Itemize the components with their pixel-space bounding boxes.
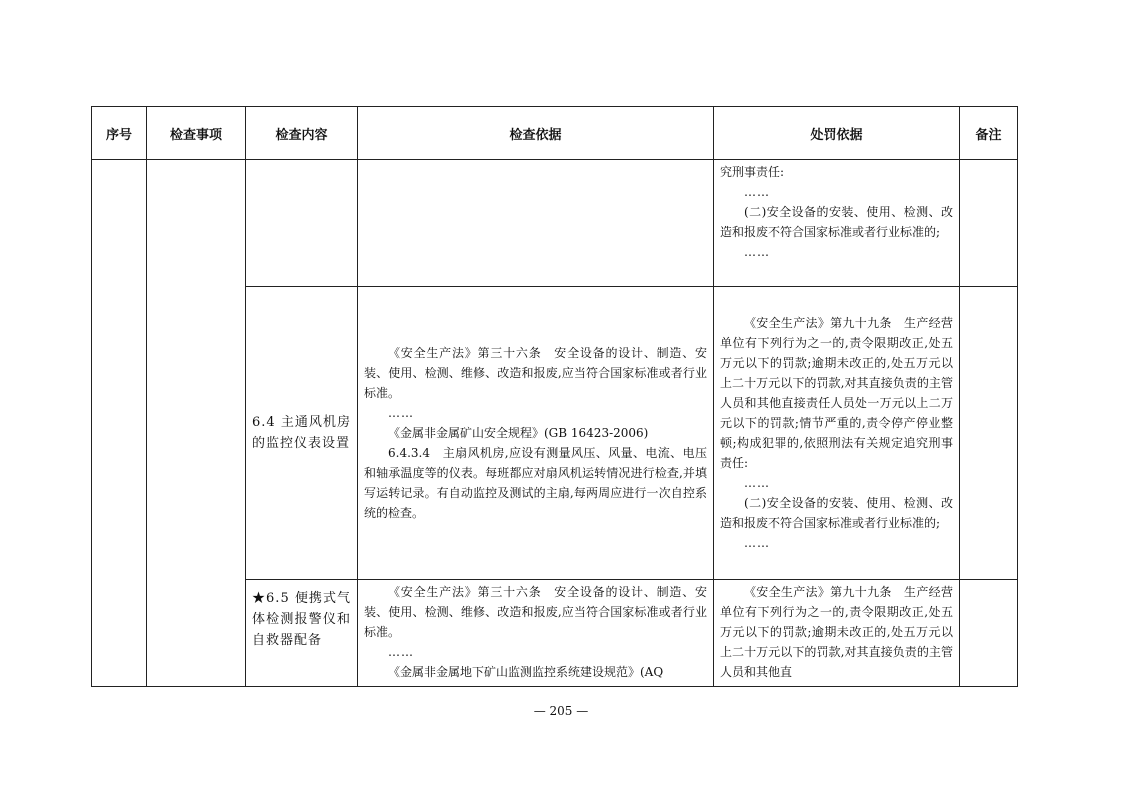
ellipsis: …… bbox=[744, 476, 770, 490]
penalty-cell bbox=[714, 160, 960, 287]
remark-cell bbox=[960, 287, 1018, 580]
header-content: 检查内容 bbox=[246, 107, 358, 160]
remark-cell bbox=[960, 160, 1018, 287]
ellipsis: …… bbox=[744, 245, 770, 259]
paragraph: 《金属非金属矿山安全规程》(GB 16423-2006) bbox=[388, 426, 649, 440]
ellipsis: …… bbox=[388, 406, 414, 420]
paragraph: 《安全生产法》第三十六条 安全设备的设计、制造、安装、使用、检测、维修、改造和报废,应当符合国家标准或者行业标准。 bbox=[364, 346, 707, 400]
paragraph: 《安全生产法》第三十六条 安全设备的设计、制造、安装、使用、检测、维修、改造和报废,应当符合国家标准或者行业标准。 bbox=[364, 585, 707, 639]
content-cell bbox=[246, 160, 358, 287]
paragraph: 《安全生产法》第九十九条 生产经营单位有下列行为之一的,责令限期改正,处五万元以下的罚款;逾期未改正的,处五万元以上二十万元以下的罚款,对其直接负责的主管人员和其他直接责任人员处一万元以上二万元以下的罚款;情节严重的,责令停产停业整顿;构成犯罪的,依照刑法有关规定追究刑事责任: bbox=[720, 316, 953, 470]
inspection-table bbox=[91, 106, 1018, 687]
page-number: — 205 — bbox=[533, 704, 589, 718]
penalty-cell bbox=[714, 580, 960, 687]
basis-cell bbox=[358, 287, 714, 580]
content-cell: ★6.5 便携式气体检测报警仪和自救器配备 bbox=[246, 580, 358, 687]
header-row bbox=[92, 107, 1018, 160]
header-item: 检查事项 bbox=[147, 107, 246, 160]
index-cell bbox=[92, 160, 147, 687]
paragraph: (二)安全设备的安装、使用、检测、改造和报废不符合国家标准或者行业标准的; bbox=[720, 496, 953, 530]
paragraph: 《安全生产法》第九十九条 生产经营单位有下列行为之一的,责令限期改正,处五万元以下的罚款;逾期未改正的,处五万元以上二十万元以下的罚款,对其直接负责的主管人员和其他直 bbox=[720, 585, 953, 679]
paragraph: 究刑事责任: bbox=[720, 165, 785, 179]
paragraph: 《金属非金属地下矿山监测监控系统建设规范》(AQ bbox=[388, 665, 664, 679]
remark-cell bbox=[960, 580, 1018, 687]
basis-cell bbox=[358, 160, 714, 287]
header-basis: 检查依据 bbox=[358, 107, 714, 160]
basis-cell bbox=[358, 580, 714, 687]
ellipsis: …… bbox=[744, 185, 770, 199]
ellipsis: …… bbox=[388, 645, 414, 659]
ellipsis: …… bbox=[744, 536, 770, 550]
item-cell bbox=[147, 160, 246, 687]
header-penalty: 处罚依据 bbox=[714, 107, 960, 160]
table-row bbox=[92, 160, 1018, 287]
header-remark: 备注 bbox=[960, 107, 1018, 160]
paragraph: (二)安全设备的安装、使用、检测、改造和报废不符合国家标准或者行业标准的; bbox=[720, 205, 953, 239]
paragraph: 6.4.3.4 主扇风机房,应设有测量风压、风量、电流、电压和轴承温度等的仪表。每班都应对扇风机运转情况进行检查,并填写运转记录。有自动监控及测试的主扇,每两周应进行一次自控系统的检查。 bbox=[364, 446, 707, 520]
content-cell: 6.4 主通风机房的监控仪表设置 bbox=[246, 287, 358, 580]
header-index: 序号 bbox=[92, 107, 147, 160]
penalty-cell bbox=[714, 287, 960, 580]
